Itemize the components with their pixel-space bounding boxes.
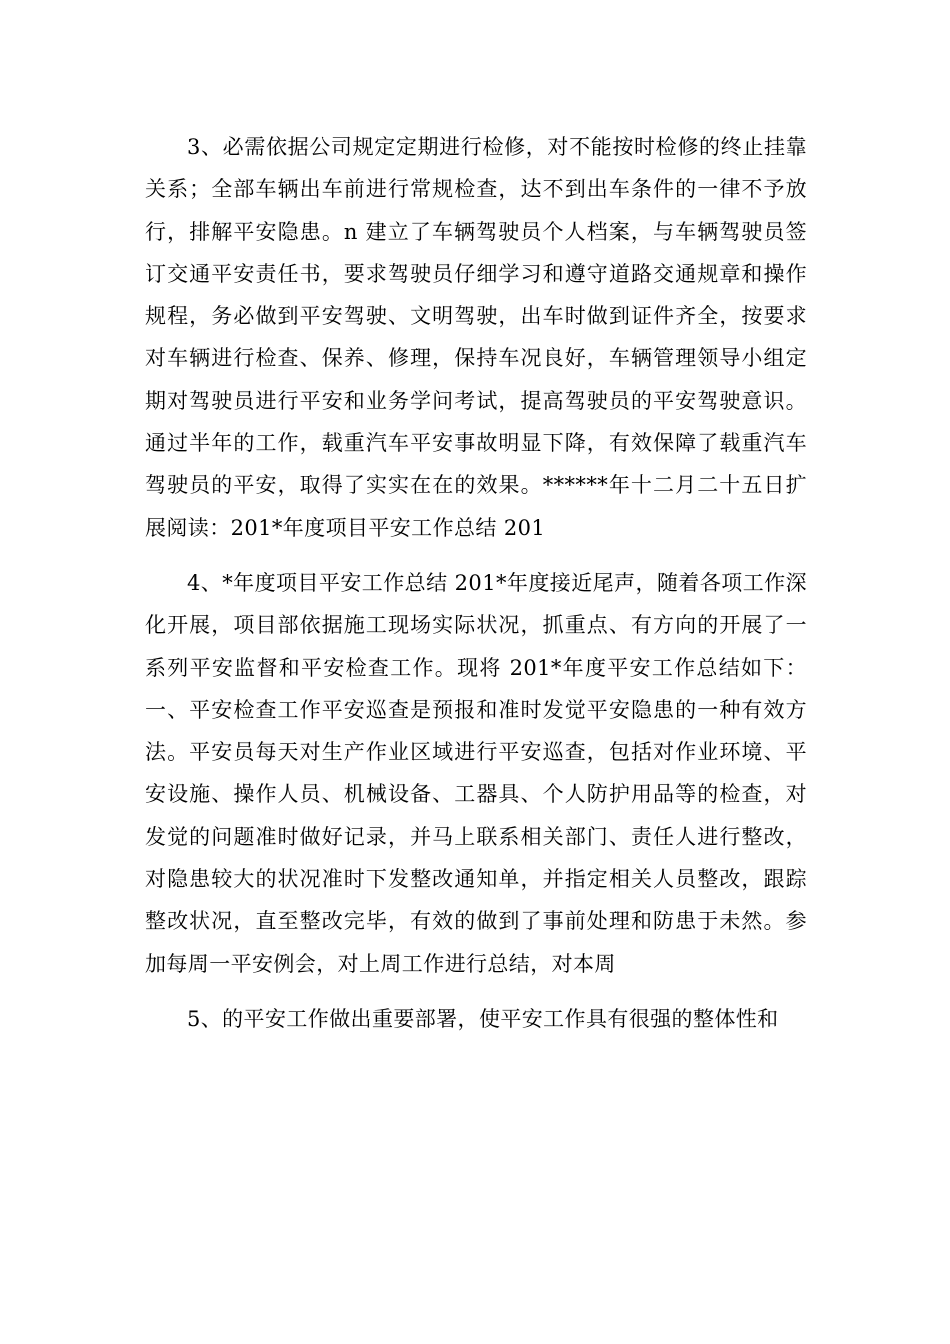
paragraph-3: 3、必需依据公司规定定期进行检修，对不能按时检修的终止挂靠关系；全部车辆出车前进行常规检查，达不到出车条件的一律不予放行，排解平安隐患。n 建立了车辆驾驶员个人档案，与车辆驾驶员签订交通平安责任书，要求驾驶员仔细学习和遵守道路交通规章和操作规程，务必做到平安驾驶、文明驾驶，出车时做到证件齐全，按要求对车辆进行检查、保养、修理，保持车况良好，车辆管理领导小组定期对驾驶员进行平安和业务学问考试，提高驾驶员的平安驾驶意识。通过半年的工作，载重汽车平安事故明显下降，有效保障了载重汽车驾驶员的平安，取得了实实在在的效果。******年十二月二十五日扩展阅读：201*年度项目平安工作总结 201 — [145, 135, 807, 540]
paragraph-5: 5、的平安工作做出重要部署，使平安工作具有很强的整体性和 — [187, 1006, 779, 1031]
paragraph-4: 4、*年度项目平安工作总结 201*年度接近尾声，随着各项工作深化开展，项目部依据施工现场实际状况，抓重点、有方向的开展了一系列平安监督和平安检查工作。现将 201*年度平安工作总结如下：一、平安检查工作平安巡查是预报和准时发觉平安隐患的一种有效方法。平安员每天对生产作业区域进行平安巡查，包括对作业环境、平安设施、操作人员、机械设备、工器具、个人防护用品等的检查，对发觉的问题准时做好记录，并马上联系相关部门、责任人进行整改，对隐患较大的状况准时下发整改通知单，并指定相关人员整改，跟踪整改状况，直至整改完毕，有效的做到了事前处理和防患于未然。参加每周一平安例会，对上周工作进行总结，对本周 — [145, 570, 807, 976]
document-body — [145, 126, 807, 1040]
